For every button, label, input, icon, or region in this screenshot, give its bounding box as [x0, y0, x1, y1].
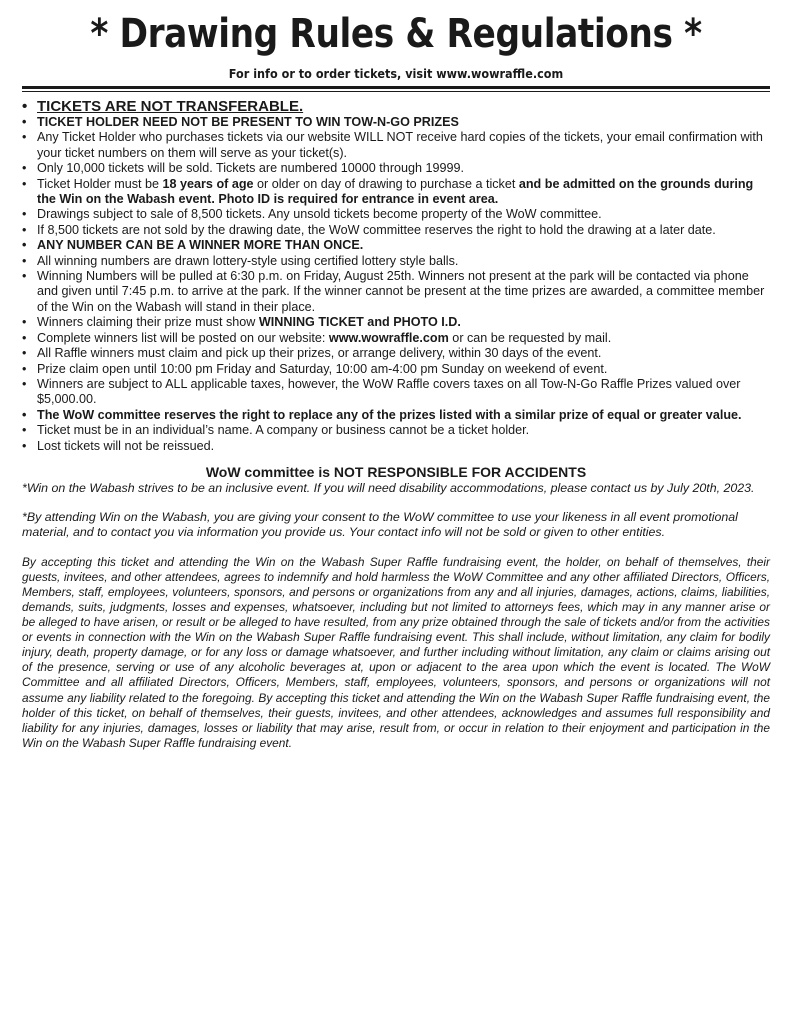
- rules-list: [22, 98, 770, 454]
- website-link: www.wowraffle.com: [328, 330, 449, 345]
- rule-online-purchase: • Any Ticket Holder who purchases tickets via our website WILL NOT receive hard copies of the tickets, your email confirmation with your ticket numbers on them will serve as your ticket(s).: [22, 130, 770, 161]
- rule-minimum-sale: • Drawings subject to sale of 8,500 tickets. Any unsold tickets become property of the WoW committee.: [22, 207, 770, 222]
- rule-individual-name: • Ticket must be in an individual’s name. A company or business cannot be a ticket holder.: [22, 423, 770, 438]
- rule-later-date: • If 8,500 tickets are not sold by the drawing date, the WoW committee reserves the right to hold the drawing at a later date.: [22, 223, 770, 238]
- rule-drawing-time: • Winning Numbers will be pulled at 6:30 p.m. on Friday, August 25th. Winners not present at the park will be contacted via phone and given until 7:45 p.m. to arrive at the park. If the winner cannot be present at the time prizes are awarded, a committee member of the Win on the Wabash will stand in their place.: [22, 269, 770, 315]
- header-divider: [22, 86, 770, 92]
- rule-lost-tickets: • Lost tickets will not be reissued.: [22, 439, 770, 454]
- rule-multiple-wins: • ANY NUMBER CAN BE A WINNER MORE THAN ONCE.: [22, 238, 770, 253]
- rule-winners-list: • Complete winners list will be posted on our website: www.wowraffle.com or can be requested by mail.: [22, 331, 770, 346]
- rule-pickup-deadline: • All Raffle winners must claim and pick up their prizes, or arrange delivery, within 30 days of the event.: [22, 346, 770, 361]
- rule-taxes: • Winners are subject to ALL applicable taxes, however, the WoW Raffle covers taxes on all Tow-N-Go Raffle Prizes valued over $5,000.00.: [22, 377, 770, 408]
- rule-ticket-count: • Only 10,000 tickets will be sold. Tickets are numbered 10000 through 19999.: [22, 161, 770, 176]
- accidents-heading: WoW committee is NOT RESPONSIBLE FOR ACCIDENTS: [205, 463, 587, 480]
- rule-lottery-balls: • All winning numbers are drawn lottery-style using certified lottery style balls.: [22, 254, 770, 269]
- info-line: For info or to order tickets, visit www.wowraffle.com: [228, 66, 564, 81]
- rules-document: [22, 10, 770, 751]
- likeness-consent: *By attending Win on the Wabash, you are giving your consent to the WoW committee to use your likeness in all event promotional material, and to contact you via information you provide us. Your contact info will not be sold or given to other entities.: [22, 509, 738, 540]
- rule-age-requirement: • Ticket Holder must be 18 years of age or older on day of drawing to purchase a ticket and be admitted on the grounds during the Win on the Wabash event. Photo ID is required for entrance in event area.: [22, 177, 770, 208]
- rule-claim-hours: • Prize claim open until 10:00 pm Friday and Saturday, 10:00 am-4:00 pm Sunday on weekend of event.: [22, 362, 770, 377]
- rule-not-transferable: • TICKETS ARE NOT TRANSFERABLE.: [22, 98, 770, 115]
- indemnity-clause: By accepting this ticket and attending the Win on the Wabash Super Raffle fundraising event, the holder, on behalf of themselves, their guests, invitees, and other attendees, agrees to indemnify and hold harmless the WoW Committee and any other affiliated Directors, Officers, Members, staff, employees, volunteers, sponsors, and persons or organizations from any and all injuries, damages, actions, claims, liabilities, demands, suits, judgments, losses and expenses, whatsoever, including but not limited to attorneys fees, which may in any manner arise or be alleged to have arisen, or result or be alleged to have resulted, from any prize obtained through the sale of tickets and/or from the activities or events in connection with the Win on the Wabash Super Raffle fundraising event. This shall include, without limitation, any claim for bodily injury, death, property damage, or for any loss or damage whatsoever, and further including without limitation, any claim or claims arising out of the presence, serving or use of any alcoholic beverages at, upon or adjacent to the area upon which the event is located. The WoW Committee and all affiliated Directors, Officers, Members, staff, employees, volunteers, sponsors, and persons or organizations will not assume any liability related to the foregoing. By accepting this ticket and attending the Win on the Wabash Super Raffle fundraising event, the holder of this ticket, on behalf of themselves, their guests, invitees, and other attendees, acknowledges and assumes full responsibility and liability for any injuries, damages, losses or liability that may arise, result from, or occur in relation to their enjoyment and participation in the Win on the Wabash Super Raffle fundraising event.: [22, 554, 770, 750]
- rule-claim-id: • Winners claiming their prize must show WINNING TICKET and PHOTO I.D.: [22, 315, 770, 330]
- rule-need-not-be-present: • TICKET HOLDER NEED NOT BE PRESENT TO WIN TOW-N-GO PRIZES: [22, 115, 770, 130]
- rule-prize-replacement: • The WoW committee reserves the right to replace any of the prizes listed with a similar prize of equal or greater value.: [22, 408, 770, 423]
- accessibility-note: *Win on the Wabash strives to be an inclusive event. If you will need disability accommodations, please contact us by July 20th, 2023.: [22, 480, 755, 495]
- page-title: * Drawing Rules & Regulations *: [90, 11, 702, 57]
